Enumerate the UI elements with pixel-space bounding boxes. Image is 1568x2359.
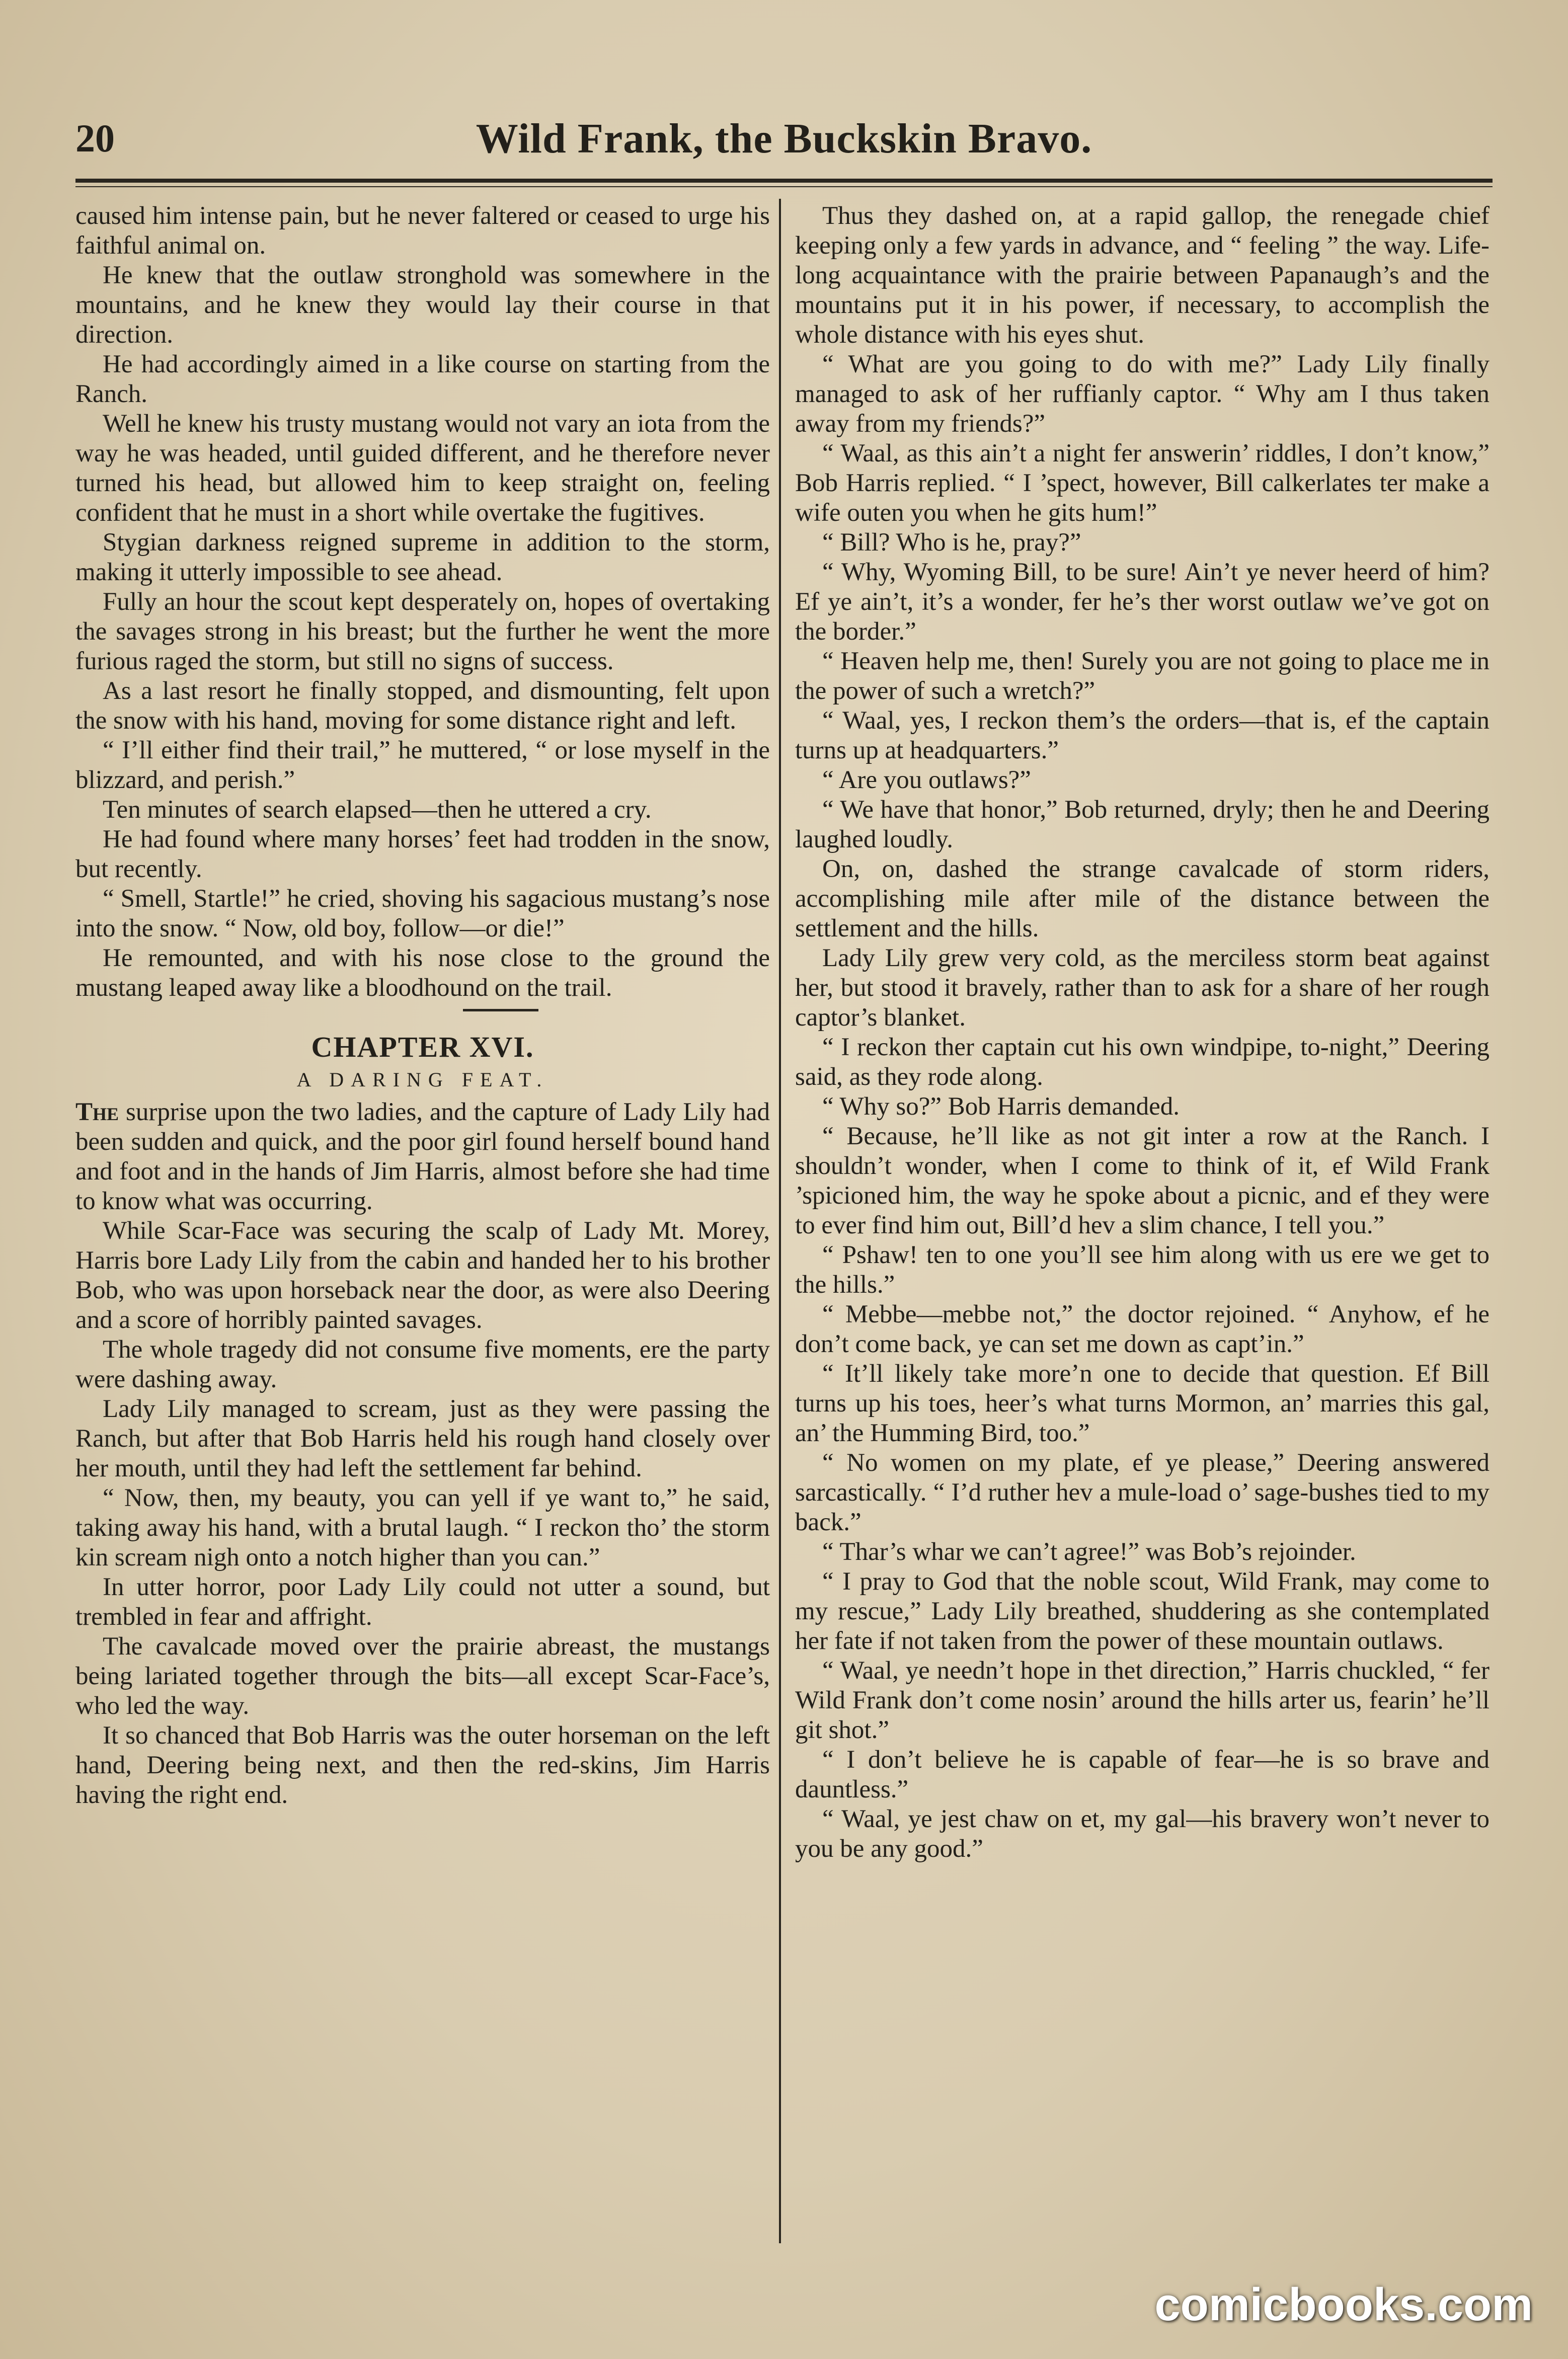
lead-word: The	[75, 1098, 119, 1126]
paragraph: “ I reckon ther captain cut his own windpipe, to-night,” Deering said, as they rode along.	[795, 1033, 1489, 1091]
paragraph: caused him intense pain, but he never faltered or ceased to urge his faithful animal on.	[75, 202, 770, 260]
column-divider	[779, 199, 781, 2243]
paragraph: “ Heaven help me, then! Surely you are not going to place me in the power of such a wretch?”	[795, 647, 1489, 705]
paragraph: Ten minutes of search elapsed—then he uttered a cry.	[103, 796, 652, 824]
paragraph: Thus they dashed on, at a rapid gallop, the renegade chief keeping only a few yards in advance, and “ feeling ” the way. Life-long acquaintance with the prairie between Papanaugh’s and the mountains put it in his power, if necessary, to accomplish the whole distance with his eyes shut.	[795, 202, 1489, 349]
paragraph: “ Why so?” Bob Harris demanded.	[822, 1092, 1180, 1121]
chapter-heading: CHAPTER XVI.	[311, 1031, 534, 1063]
paragraph: “ Waal, ye jest chaw on et, my gal—his bravery won’t never to you be any good.”	[795, 1805, 1489, 1863]
paragraph: “ No women on my plate, ef ye please,” Deering answered sarcastically. “ I’d ruther hev a mule-load o’ sage-bushes tied to my back.”	[795, 1449, 1489, 1536]
chapter-subtitle: A DARING FEAT.	[296, 1068, 549, 1091]
paragraph: “ Pshaw! ten to one you’ll see him along with us ere we get to the hills.”	[795, 1241, 1489, 1299]
paragraph: “ I’ll either find their trail,” he muttered, “ or lose myself in the blizzard, and perish.”	[75, 736, 770, 794]
paragraph: “ Why, Wyoming Bill, to be sure! Ain’t ye never heerd of him? Ef ye ain’t, it’s a wonder, fer he’s ther worst outlaw we’ve got on the border.”	[795, 558, 1489, 646]
chapter-opening-paragraph	[75, 1097, 770, 1216]
paragraph: “ Bill? Who is he, pray?”	[822, 528, 1081, 557]
paragraph: “ What are you going to do with me?” Lady Lily finally managed to ask of her ruffianly captor. “ Why am I thus taken away from my friends?”	[795, 350, 1489, 438]
paragraph: As a last resort he finally stopped, and dismounting, felt upon the snow with his hand, moving for some distance right and left.	[75, 677, 770, 735]
paragraph: It so chanced that Bob Harris was the outer horseman on the left hand, Deering being next, and then the red-skins, Jim Harris having the right end.	[75, 1721, 770, 1809]
paragraph: He remounted, and with his nose close to the ground the mustang leaped away like a bloodhound on the trail.	[75, 944, 770, 1002]
paragraph: In utter horror, poor Lady Lily could not utter a sound, but trembled in fear and affright.	[75, 1573, 770, 1631]
paragraph: He knew that the outlaw stronghold was somewhere in the mountains, and he knew they would lay their course in that direction.	[75, 261, 770, 349]
watermark-text: comicbooks.com	[1154, 2279, 1533, 2330]
header-rule	[75, 179, 1493, 183]
paragraph: “ Now, then, my beauty, you can yell if ye want to,” he said, taking away his hand, with a brutal laugh. “ I reckon tho’ the storm kin scream nigh onto a notch higher than you can.”	[75, 1484, 770, 1571]
paragraph: “ Because, he’ll like as not git inter a row at the Ranch. I shouldn’t wonder, when I come to think of it, ef Wild Frank ’spicioned him, the way he spoke about a picnic, and ef they were to ever find him out, Bill’d hev a slim chance, I tell you.”	[795, 1122, 1489, 1239]
paragraph: “ Waal, ye needn’t hope in thet direction,” Harris chuckled, “ fer Wild Frank don’t come nosin’ around the hills arter us, fearin’ he’ll git shot.”	[795, 1657, 1489, 1744]
paragraph: “ Are you outlaws?”	[822, 766, 1031, 794]
section-rule	[463, 1009, 538, 1011]
paragraph: “ Waal, yes, I reckon them’s the orders—that is, ef the captain turns up at headquarters.”	[795, 706, 1489, 764]
paragraph: He had accordingly aimed in a like course on starting from the Ranch.	[75, 350, 770, 408]
paragraph: “ We have that honor,” Bob returned, dryly; then he and Deering laughed loudly.	[795, 796, 1489, 853]
paragraph: “ It’ll likely take more’n one to decide that question. Ef Bill turns up his toes, heer’s what turns Mormon, an’ marries this gal, an’ the Humming Bird, too.”	[795, 1360, 1489, 1447]
paragraph: On, on, dashed the strange cavalcade of storm riders, accomplishing mile after mile of the distance between the settlement and the hills.	[795, 855, 1489, 942]
paragraph: Stygian darkness reigned supreme in addition to the storm, making it utterly impossible to see ahead.	[75, 528, 770, 586]
paragraph: “ Mebbe—mebbe not,” the doctor rejoined. “ Anyhow, ef he don’t come back, ye can set me down as capt’in.”	[795, 1300, 1489, 1358]
paragraph: Fully an hour the scout kept desperately on, hopes of overtaking the savages strong in his breast; but the further he went the more furious raged the storm, but still no signs of success.	[75, 588, 770, 675]
paragraph: “ Smell, Startle!” he cried, shoving his sagacious mustang’s nose into the snow. “ Now, old boy, follow—or die!”	[75, 885, 770, 942]
paragraph: “ Thar’s whar we can’t agree!” was Bob’s rejoinder.	[822, 1538, 1356, 1566]
paragraph: Well he knew his trusty mustang would not vary an iota from the way he was headed, until guided different, and he therefore never turned his head, but allowed him to keep straight on, feeling confident that he must in a short while overtake the fugitives.	[75, 410, 770, 527]
header-rule-thin	[75, 186, 1493, 187]
paragraph: He had found where many horses’ feet had trodden in the snow, but recently.	[75, 825, 770, 883]
right-column	[795, 201, 1489, 1864]
paragraph: While Scar-Face was securing the scalp of Lady Mt. Morey, Harris bore Lady Lily from the cabin and handed her to his brother Bob, who was upon horseback near the door, as were also Deering and a score of horribly painted savages.	[75, 1217, 770, 1334]
left-column	[75, 201, 770, 1810]
paragraph: The whole tragedy did not consume five moments, ere the party were dashing away.	[75, 1335, 770, 1393]
lead-text: surprise upon the two ladies, and the capture of Lady Lily had been sudden and quick, and the poor girl found herself bound hand and foot and in the hands of Jim Harris, almost before she had time to know what was occurring.	[75, 1098, 770, 1215]
page-header	[75, 108, 1493, 169]
page-number: 20	[75, 116, 115, 160]
paragraph: Lady Lily grew very cold, as the merciless storm beat against her, but stood it bravely, rather than to ask for a share of her rough captor’s blanket.	[795, 944, 1489, 1032]
paragraph: “ Waal, as this ain’t a night fer answerin’ riddles, I don’t know,” Bob Harris replied. “ I ’spect, however, Bill calkerlates ter make a wife outen you when he gits hum!”	[795, 439, 1489, 527]
paragraph: The cavalcade moved over the prairie abreast, the mustangs being lariated together through the bits—all except Scar-Face’s, who led the way.	[75, 1632, 770, 1720]
paragraph: Lady Lily managed to scream, just as they were passing the Ranch, but after that Bob Harris held his rough hand closely over her mouth, until they had left the settlement far behind.	[75, 1395, 770, 1482]
paragraph: “ I don’t believe he is capable of fear—he is so brave and dauntless.”	[795, 1746, 1489, 1803]
running-title: Wild Frank, the Buckskin Bravo.	[476, 115, 1092, 162]
paragraph: “ I pray to God that the noble scout, Wild Frank, may come to my rescue,” Lady Lily breathed, shuddering as she contemplated her fate if not taken from the power of these mountain outlaws.	[795, 1567, 1489, 1655]
